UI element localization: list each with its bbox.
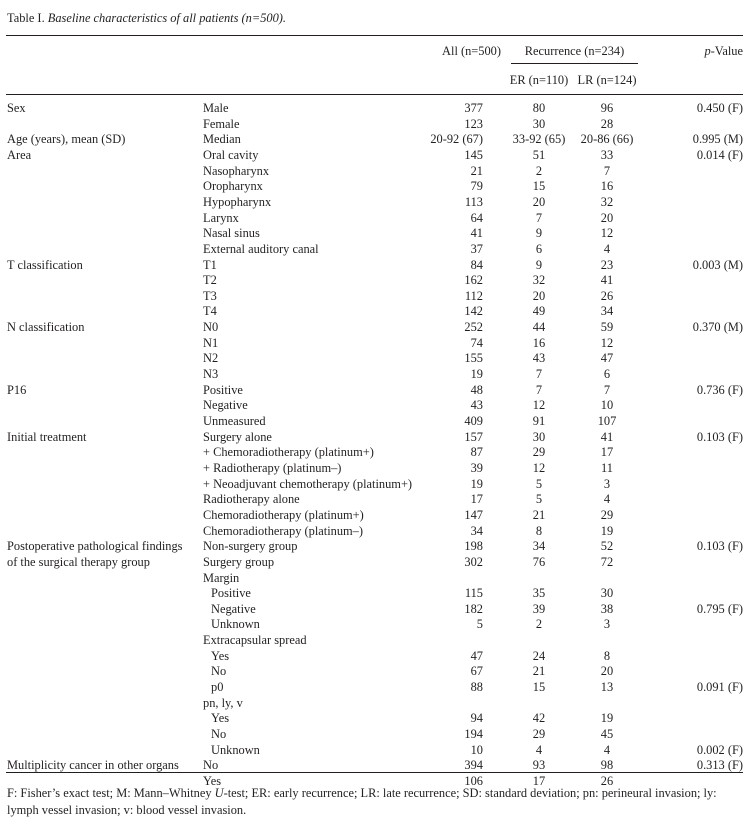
- row-subcategory: T1: [203, 257, 217, 272]
- row-all-value: 409: [464, 414, 483, 428]
- table-row: [0, 680, 756, 695]
- table-row: [0, 164, 756, 179]
- table-row: [0, 383, 756, 398]
- row-subcategory: No: [211, 727, 227, 741]
- row-all-value: 19: [470, 476, 483, 491]
- row-subcategory: T2: [203, 273, 217, 288]
- row-lr-value: 47: [600, 351, 614, 366]
- row-er-value: 5: [535, 476, 543, 491]
- row-lr-value: 4: [603, 241, 611, 256]
- row-all-value: 162: [464, 273, 483, 288]
- table-row: [0, 320, 756, 335]
- row-er-value: 12: [532, 398, 546, 413]
- row-all-value: 34: [470, 523, 483, 538]
- row-p-value: 0.002 (F): [696, 742, 743, 757]
- table-row: [0, 367, 756, 382]
- table-row: [0, 304, 756, 319]
- row-all-value: 377: [464, 101, 483, 115]
- header-rule: [6, 94, 743, 95]
- row-all-value: 17: [470, 492, 483, 507]
- row-er-value: 15: [532, 680, 546, 695]
- row-er-value: 5: [535, 492, 543, 507]
- row-subcategory: Male: [203, 101, 229, 115]
- row-p-value: 0.370 (M): [692, 320, 743, 335]
- header-all: All (n=500): [442, 44, 501, 58]
- table-row: [0, 586, 756, 601]
- row-all-value: 182: [464, 601, 483, 616]
- row-er-value: 33-92 (65): [512, 132, 566, 147]
- row-all-value: 123: [464, 116, 483, 131]
- row-all-value: 198: [464, 539, 483, 554]
- table-row: [0, 289, 756, 304]
- row-p-value: 0.014 (F): [696, 147, 743, 162]
- row-all-value: 145: [464, 147, 483, 162]
- row-subcategory: Oropharynx: [203, 179, 263, 194]
- row-subcategory: Margin: [203, 570, 240, 585]
- row-lr-value: 107: [597, 414, 617, 428]
- row-all-value: 41: [470, 226, 483, 241]
- row-er-value: 21: [532, 507, 546, 522]
- table-row: [0, 711, 756, 726]
- row-all-value: 394: [464, 758, 483, 773]
- table-row: [0, 336, 756, 351]
- row-category: P16: [7, 382, 27, 397]
- row-lr-value: 41: [600, 429, 614, 444]
- row-all-value: 106: [464, 773, 483, 788]
- row-all-value: 115: [464, 586, 483, 601]
- row-p-value: 0.003 (M): [692, 257, 743, 272]
- row-lr-value: 8: [603, 648, 611, 663]
- row-lr-value: 10: [600, 398, 614, 413]
- row-all-value: 21: [470, 163, 483, 178]
- row-all-value: 37: [470, 241, 483, 256]
- row-all-value: 147: [464, 507, 483, 522]
- row-lr-value: 38: [600, 601, 614, 616]
- row-subcategory: Yes: [211, 711, 230, 726]
- row-lr-value: 20: [600, 664, 614, 679]
- table-row: [0, 477, 756, 492]
- row-lr-value: 19: [600, 711, 614, 726]
- row-subcategory: Extracapsular spread: [203, 633, 307, 648]
- row-all-value: 155: [464, 351, 483, 366]
- row-subcategory: No: [203, 758, 219, 773]
- row-subcategory: Positive: [211, 586, 251, 601]
- row-er-value: 80: [532, 101, 546, 115]
- table-row: [0, 430, 756, 445]
- row-all-value: 88: [470, 680, 483, 695]
- row-lr-value: 4: [603, 742, 611, 757]
- header-p-rest: -Value: [710, 44, 743, 58]
- row-all-value: 39: [470, 460, 483, 475]
- row-lr-value: 20: [600, 210, 614, 225]
- table-row: [0, 179, 756, 194]
- row-subcategory: Oral cavity: [203, 147, 259, 162]
- row-p-value: 0.091 (F): [696, 680, 743, 695]
- row-er-value: 7: [535, 367, 543, 382]
- row-category: of the surgical therapy group: [7, 554, 150, 569]
- row-er-value: 6: [535, 241, 543, 256]
- row-er-value: 42: [532, 711, 546, 726]
- row-all-value: 67: [470, 664, 483, 679]
- row-subcategory: Nasopharynx: [203, 163, 270, 178]
- row-subcategory: N1: [203, 335, 219, 350]
- row-er-value: 39: [532, 601, 546, 616]
- row-subcategory: pn, ly, v: [203, 695, 243, 710]
- row-subcategory: No: [211, 664, 227, 679]
- row-er-value: 29: [532, 445, 546, 460]
- top-rule: [6, 35, 743, 36]
- row-all-value: 252: [464, 320, 483, 335]
- row-er-value: 44: [532, 320, 546, 335]
- footnote-part2: -test; ER: early recurrence; LR: late recurrence; SD: standard deviation; pn: perineural invasion; ly: lymph vessel invasion; v: blood vessel invasion.: [7, 786, 717, 817]
- row-all-value: 64: [470, 210, 483, 225]
- row-er-value: 7: [535, 382, 543, 397]
- row-er-value: 4: [535, 742, 543, 757]
- table-row: [0, 398, 756, 413]
- row-lr-value: 3: [603, 617, 611, 632]
- row-lr-value: 6: [603, 367, 611, 382]
- table-footnote: [7, 785, 747, 819]
- row-lr-value: 11: [601, 460, 613, 475]
- row-subcategory: p0: [211, 680, 224, 695]
- row-lr-value: 34: [600, 304, 614, 319]
- row-lr-value: 23: [600, 257, 614, 272]
- table-row: [0, 539, 756, 554]
- row-subcategory: N2: [203, 351, 219, 366]
- row-er-value: 15: [532, 179, 546, 194]
- table-row: [0, 571, 756, 586]
- row-lr-value: 52: [600, 539, 614, 554]
- row-category: Initial treatment: [7, 429, 87, 444]
- row-er-value: 16: [532, 335, 546, 350]
- row-lr-value: 7: [603, 163, 611, 178]
- row-all-value: 157: [464, 429, 483, 444]
- row-category: Area: [7, 147, 32, 162]
- row-lr-value: 26: [600, 288, 614, 303]
- row-lr-value: 12: [600, 226, 614, 241]
- row-er-value: 9: [535, 257, 543, 272]
- row-subcategory: + Neoadjuvant chemotherapy (platinum+): [203, 476, 413, 491]
- table-row: [0, 195, 756, 210]
- row-lr-value: 96: [600, 101, 614, 115]
- row-subcategory: Positive: [203, 382, 243, 397]
- row-category: Postoperative pathological findings: [7, 539, 183, 554]
- table-row: [0, 508, 756, 523]
- row-all-value: 87: [470, 445, 483, 460]
- row-subcategory: Yes: [211, 648, 230, 663]
- table-row: [0, 132, 756, 147]
- row-all-value: 112: [464, 288, 483, 303]
- row-p-value: 0.103 (F): [696, 429, 743, 444]
- row-subcategory: Negative: [203, 398, 248, 413]
- row-er-value: 2: [535, 163, 543, 178]
- row-subcategory: Non-surgery group: [203, 539, 298, 554]
- header-er: ER (n=110): [509, 73, 569, 87]
- row-all-value: 302: [464, 554, 483, 569]
- row-category: Age (years), mean (SD): [7, 132, 126, 147]
- table-row: [0, 258, 756, 273]
- row-p-value: 0.736 (F): [696, 382, 743, 397]
- row-er-value: 43: [532, 351, 546, 366]
- footnote-part1: F: Fisher’s exact test; M: Mann–Whitney: [7, 786, 215, 800]
- row-subcategory: T4: [203, 304, 217, 319]
- row-subcategory: Unknown: [211, 742, 260, 757]
- row-all-value: 43: [470, 398, 483, 413]
- row-lr-value: 29: [600, 507, 614, 522]
- row-subcategory: Chemoradiotherapy (platinum+): [203, 507, 364, 522]
- row-er-value: 51: [532, 147, 546, 162]
- table-row: [0, 273, 756, 288]
- row-subcategory: Hypopharynx: [203, 194, 272, 209]
- row-p-value: 0.450 (F): [696, 101, 743, 115]
- row-er-value: 24: [532, 648, 546, 663]
- table-row: [0, 117, 756, 132]
- row-subcategory: Nasal sinus: [203, 226, 260, 241]
- table-row: [0, 649, 756, 664]
- recurrence-subrule: [511, 63, 638, 64]
- row-lr-value: 20-86 (66): [580, 132, 634, 147]
- header-p-italic: p: [704, 44, 711, 58]
- row-er-value: 8: [535, 523, 543, 538]
- row-lr-value: 17: [600, 445, 614, 460]
- table-row: [0, 226, 756, 241]
- caption-label: Table I.: [7, 11, 45, 25]
- row-er-value: 20: [532, 194, 546, 209]
- table-row: [0, 101, 756, 116]
- row-lr-value: 28: [600, 116, 614, 131]
- table-row: [0, 351, 756, 366]
- row-subcategory: Female: [203, 116, 240, 131]
- row-all-value: 10: [470, 742, 483, 757]
- header-lr: LR (n=124): [577, 73, 637, 87]
- table-row: [0, 414, 756, 429]
- row-lr-value: 45: [600, 727, 614, 741]
- table-row: [0, 633, 756, 648]
- row-subcategory: + Radiotherapy (platinum–): [203, 460, 342, 475]
- bottom-rule: [6, 772, 743, 773]
- row-subcategory: T3: [203, 288, 217, 303]
- row-all-value: 5: [476, 617, 483, 632]
- row-subcategory: Larynx: [203, 210, 239, 225]
- row-lr-value: 59: [600, 320, 614, 335]
- row-lr-value: 13: [600, 680, 614, 695]
- row-subcategory: Surgery alone: [203, 429, 272, 444]
- row-subcategory: Chemoradiotherapy (platinum–): [203, 523, 364, 538]
- row-subcategory: Unmeasured: [203, 414, 266, 428]
- row-lr-value: 72: [600, 554, 614, 569]
- row-lr-value: 3: [603, 476, 611, 491]
- row-er-value: 76: [532, 554, 546, 569]
- table-row: [0, 555, 756, 570]
- row-er-value: 49: [532, 304, 546, 319]
- row-er-value: 7: [535, 210, 543, 225]
- row-all-value: 74: [470, 335, 483, 350]
- table-row: [0, 445, 756, 460]
- table-row: [0, 148, 756, 163]
- table-row: [0, 492, 756, 507]
- row-subcategory: Surgery group: [203, 554, 275, 569]
- table-row: [0, 602, 756, 617]
- table-row: [0, 461, 756, 476]
- row-all-value: 94: [470, 711, 483, 726]
- row-lr-value: 98: [600, 758, 614, 773]
- row-er-value: 35: [532, 586, 546, 601]
- row-subcategory: External auditory canal: [203, 241, 319, 256]
- row-lr-value: 41: [600, 273, 614, 288]
- row-subcategory: N3: [203, 367, 219, 382]
- row-category: T classification: [7, 257, 83, 272]
- header-recurrence: Recurrence (n=234): [524, 44, 625, 58]
- row-lr-value: 30: [600, 586, 614, 601]
- row-all-value: 142: [464, 304, 483, 319]
- table-row: [0, 524, 756, 539]
- row-all-value: 19: [470, 367, 483, 382]
- row-p-value: 0.103 (F): [696, 539, 743, 554]
- row-lr-value: 33: [600, 147, 614, 162]
- row-er-value: 93: [532, 758, 546, 773]
- row-subcategory: N0: [203, 320, 219, 335]
- row-all-value: 113: [464, 194, 483, 209]
- row-all-value: 194: [464, 727, 483, 741]
- row-lr-value: 12: [600, 335, 614, 350]
- row-er-value: 21: [532, 664, 546, 679]
- row-subcategory: Negative: [211, 601, 256, 616]
- row-subcategory: + Chemoradiotherapy (platinum+): [203, 445, 374, 460]
- row-category: N classification: [7, 320, 85, 335]
- row-lr-value: 16: [600, 179, 614, 194]
- row-lr-value: 7: [603, 382, 611, 397]
- row-er-value: 32: [532, 273, 546, 288]
- row-subcategory: Radiotherapy alone: [203, 492, 300, 507]
- row-all-value: 47: [470, 648, 483, 663]
- row-er-value: 30: [532, 429, 546, 444]
- table-row: [0, 242, 756, 257]
- row-er-value: 2: [535, 617, 543, 632]
- table-row: [0, 617, 756, 632]
- row-er-value: 17: [532, 773, 546, 788]
- row-subcategory: Yes: [203, 773, 222, 788]
- row-lr-value: 32: [600, 194, 614, 209]
- table-row: [0, 664, 756, 679]
- row-subcategory: Median: [203, 132, 241, 147]
- row-er-value: 12: [532, 460, 546, 475]
- row-subcategory: Unknown: [211, 617, 260, 632]
- table-row: [0, 211, 756, 226]
- table-row: [0, 727, 756, 742]
- table-row: [0, 696, 756, 711]
- caption-title: Baseline characteristics of all patients (n=500).: [47, 11, 287, 25]
- row-p-value: 0.795 (F): [696, 601, 743, 616]
- header-p-value: [704, 44, 743, 59]
- row-all-value: 48: [470, 382, 483, 397]
- row-er-value: 9: [535, 226, 543, 241]
- row-lr-value: 4: [603, 492, 611, 507]
- row-all-value: 79: [470, 179, 483, 194]
- row-er-value: 20: [532, 288, 546, 303]
- row-er-value: 29: [532, 727, 546, 741]
- row-category: Multiplicity cancer in other organs: [7, 758, 179, 773]
- row-p-value: 0.313 (F): [696, 758, 743, 773]
- row-all-value: 20-92 (67): [430, 132, 483, 147]
- row-lr-value: 19: [600, 523, 614, 538]
- row-p-value: 0.995 (M): [692, 132, 743, 147]
- table-caption: [7, 11, 286, 26]
- row-er-value: 91: [532, 414, 546, 428]
- row-lr-value: 26: [600, 773, 614, 788]
- footnote-u: U: [214, 786, 224, 800]
- row-all-value: 84: [470, 257, 483, 272]
- table-row: [0, 743, 756, 758]
- row-er-value: 30: [532, 116, 546, 131]
- row-er-value: 34: [532, 539, 546, 554]
- row-category: Sex: [7, 101, 26, 115]
